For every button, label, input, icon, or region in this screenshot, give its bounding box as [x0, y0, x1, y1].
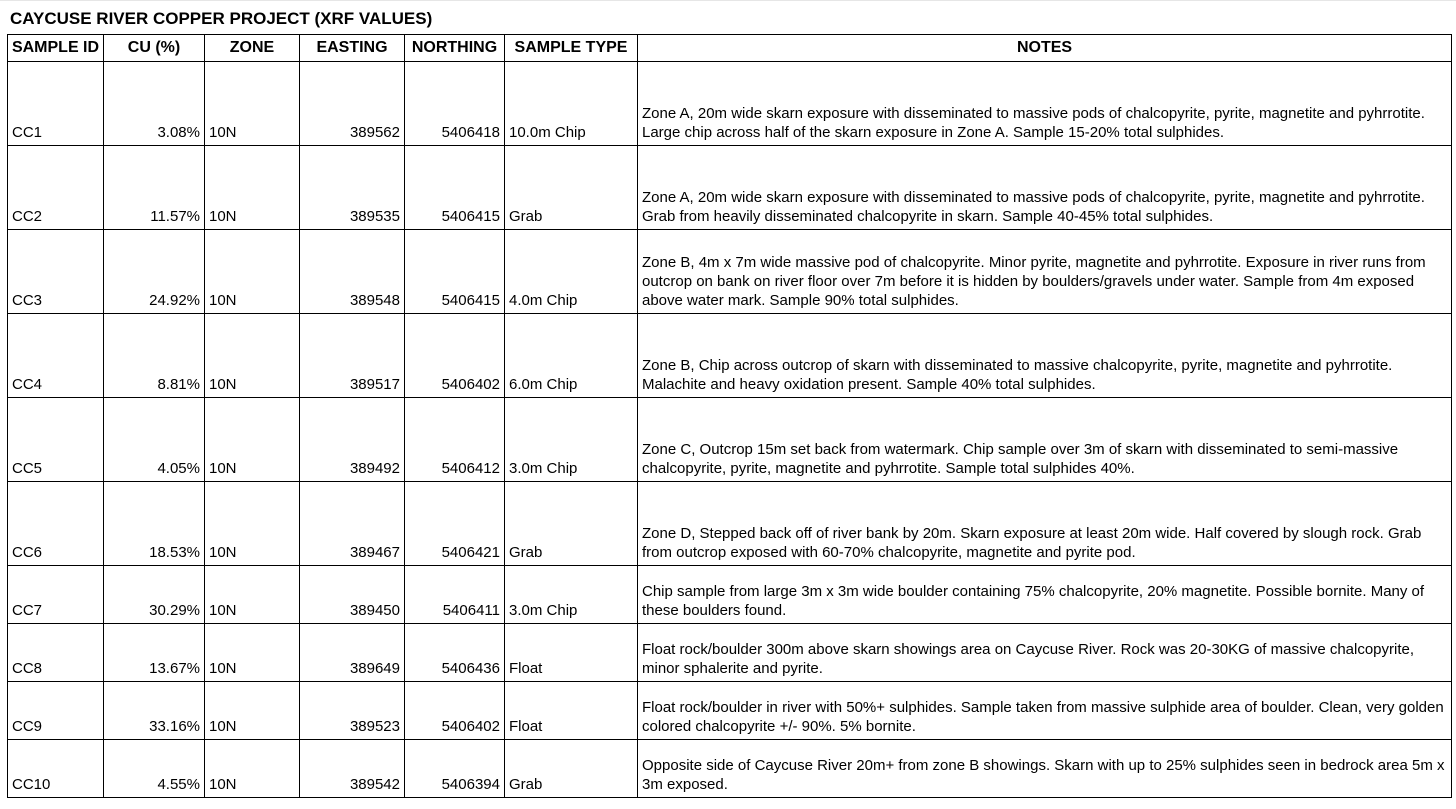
cell-sample-id[interactable]: CC3	[8, 230, 104, 314]
table-row	[8, 740, 1452, 798]
cell-northing[interactable]: 5406402	[405, 682, 505, 740]
cell-easting[interactable]: 389548	[300, 230, 405, 314]
cell-zone[interactable]: 10N	[205, 230, 300, 314]
col-header-sample-type[interactable]: SAMPLE TYPE	[505, 35, 638, 62]
table-row	[8, 62, 1452, 146]
cell-northing[interactable]: 5406436	[405, 624, 505, 682]
cell-easting[interactable]: 389649	[300, 624, 405, 682]
cell-zone[interactable]: 10N	[205, 740, 300, 798]
col-header-northing[interactable]: NORTHING	[405, 35, 505, 62]
cell-sample-id[interactable]: CC9	[8, 682, 104, 740]
cell-easting[interactable]: 389467	[300, 482, 405, 566]
cell-easting[interactable]: 389523	[300, 682, 405, 740]
cell-sample-id[interactable]: CC10	[8, 740, 104, 798]
cell-easting[interactable]: 389535	[300, 146, 405, 230]
cell-cu[interactable]: 4.55%	[104, 740, 205, 798]
cell-northing[interactable]: 5406421	[405, 482, 505, 566]
cell-cu[interactable]: 33.16%	[104, 682, 205, 740]
table-row	[8, 566, 1452, 624]
cell-sample-id[interactable]: CC1	[8, 62, 104, 146]
cell-easting[interactable]: 389492	[300, 398, 405, 482]
cell-northing[interactable]: 5406418	[405, 62, 505, 146]
cell-easting[interactable]: 389542	[300, 740, 405, 798]
cell-sample-id[interactable]: CC7	[8, 566, 104, 624]
cell-notes[interactable]: Zone A, 20m wide skarn exposure with disseminated to massive pods of chalcopyrite, pyrite, magnetite and pyhrrotite. Large chip across half of the skarn exposure in Zone A. Sample 15-20% total sulphides.	[638, 62, 1452, 146]
cell-zone[interactable]: 10N	[205, 314, 300, 398]
col-header-cu[interactable]: CU (%)	[104, 35, 205, 62]
cell-northing[interactable]: 5406415	[405, 146, 505, 230]
cell-cu[interactable]: 8.81%	[104, 314, 205, 398]
cell-northing[interactable]: 5406411	[405, 566, 505, 624]
table-row	[8, 624, 1452, 682]
cell-zone[interactable]: 10N	[205, 398, 300, 482]
cell-cu[interactable]: 13.67%	[104, 624, 205, 682]
cell-cu[interactable]: 24.92%	[104, 230, 205, 314]
table-row	[8, 230, 1452, 314]
cell-notes[interactable]: Zone C, Outcrop 15m set back from watermark. Chip sample over 3m of skarn with disseminated to semi-massive chalcopyrite, pyrite, magnetite and pyhrrotite. Sample total sulphides 40%.	[638, 398, 1452, 482]
page-title: CAYCUSE RIVER COPPER PROJECT (XRF VALUES)	[10, 9, 433, 28]
cell-sample-type[interactable]: 4.0m Chip	[505, 230, 638, 314]
cell-sample-type[interactable]: 10.0m Chip	[505, 62, 638, 146]
cell-cu[interactable]: 11.57%	[104, 146, 205, 230]
cell-zone[interactable]: 10N	[205, 62, 300, 146]
cell-northing[interactable]: 5406415	[405, 230, 505, 314]
cell-notes[interactable]: Opposite side of Caycuse River 20m+ from zone B showings. Skarn with up to 25% sulphides seen in bedrock area 5m x 3m exposed.	[638, 740, 1452, 798]
cell-easting[interactable]: 389517	[300, 314, 405, 398]
cell-zone[interactable]: 10N	[205, 482, 300, 566]
cell-sample-type[interactable]: Float	[505, 682, 638, 740]
header-row	[8, 35, 1452, 62]
col-header-notes[interactable]: NOTES	[638, 35, 1452, 62]
cell-cu[interactable]: 3.08%	[104, 62, 205, 146]
cell-sample-id[interactable]: CC8	[8, 624, 104, 682]
table-row	[8, 482, 1452, 566]
cell-notes[interactable]: Float rock/boulder 300m above skarn showings area on Caycuse River. Rock was 20-30KG of massive chalcopyrite, minor sphalerite and pyrite.	[638, 624, 1452, 682]
cell-sample-type[interactable]: Float	[505, 624, 638, 682]
cell-notes[interactable]: Zone B, 4m x 7m wide massive pod of chalcopyrite. Minor pyrite, magnetite and pyhrrotite. Exposure in river runs from outcrop on bank on river floor over 7m before it is hidden by boulders/gravels under water. Sample from 4m exposed above water mark. Sample 90% total sulphides.	[638, 230, 1452, 314]
table-row	[8, 146, 1452, 230]
cell-sample-id[interactable]: CC4	[8, 314, 104, 398]
data-table	[7, 34, 1452, 798]
cell-easting[interactable]: 389562	[300, 62, 405, 146]
cell-cu[interactable]: 30.29%	[104, 566, 205, 624]
cell-sample-type[interactable]: Grab	[505, 146, 638, 230]
cell-northing[interactable]: 5406402	[405, 314, 505, 398]
cell-notes[interactable]: Chip sample from large 3m x 3m wide boulder containing 75% chalcopyrite, 20% magnetite. Possible bornite. Many of these boulders found.	[638, 566, 1452, 624]
cell-zone[interactable]: 10N	[205, 566, 300, 624]
cell-zone[interactable]: 10N	[205, 624, 300, 682]
cell-sample-id[interactable]: CC2	[8, 146, 104, 230]
cell-sample-type[interactable]: 3.0m Chip	[505, 398, 638, 482]
cell-northing[interactable]: 5406412	[405, 398, 505, 482]
table-row	[8, 398, 1452, 482]
col-header-sample-id[interactable]: SAMPLE ID	[8, 35, 104, 62]
cell-cu[interactable]: 18.53%	[104, 482, 205, 566]
cell-notes[interactable]: Zone A, 20m wide skarn exposure with disseminated to massive pods of chalcopyrite, pyrite, magnetite and pyhrrotite. Grab from heavily disseminated chalcopyrite in skarn. Sample 40-45% total sulphides.	[638, 146, 1452, 230]
cell-sample-type[interactable]: 3.0m Chip	[505, 566, 638, 624]
cell-notes[interactable]: Zone B, Chip across outcrop of skarn with disseminated to massive chalcopyrite, pyrite, magnetite and pyhrrotite. Malachite and heavy oxidation present. Sample 40% total sulphides.	[638, 314, 1452, 398]
col-header-easting[interactable]: EASTING	[300, 35, 405, 62]
cell-sample-id[interactable]: CC5	[8, 398, 104, 482]
cell-notes[interactable]: Zone D, Stepped back off of river bank by 20m. Skarn exposure at least 20m wide. Half covered by slough rock. Grab from outcrop exposed with 60-70% chalcopyrite, magnetite and pyrite pod.	[638, 482, 1452, 566]
cell-sample-type[interactable]: Grab	[505, 482, 638, 566]
cell-cu[interactable]: 4.05%	[104, 398, 205, 482]
cell-northing[interactable]: 5406394	[405, 740, 505, 798]
cell-notes[interactable]: Float rock/boulder in river with 50%+ sulphides. Sample taken from massive sulphide area of boulder. Clean, very golden colored chalcopyrite +/- 90%. 5% bornite.	[638, 682, 1452, 740]
col-header-zone[interactable]: ZONE	[205, 35, 300, 62]
cell-sample-type[interactable]: Grab	[505, 740, 638, 798]
cell-sample-id[interactable]: CC6	[8, 482, 104, 566]
cell-easting[interactable]: 389450	[300, 566, 405, 624]
cell-zone[interactable]: 10N	[205, 146, 300, 230]
cell-sample-type[interactable]: 6.0m Chip	[505, 314, 638, 398]
table-row	[8, 314, 1452, 398]
cell-zone[interactable]: 10N	[205, 682, 300, 740]
table-row	[8, 682, 1452, 740]
